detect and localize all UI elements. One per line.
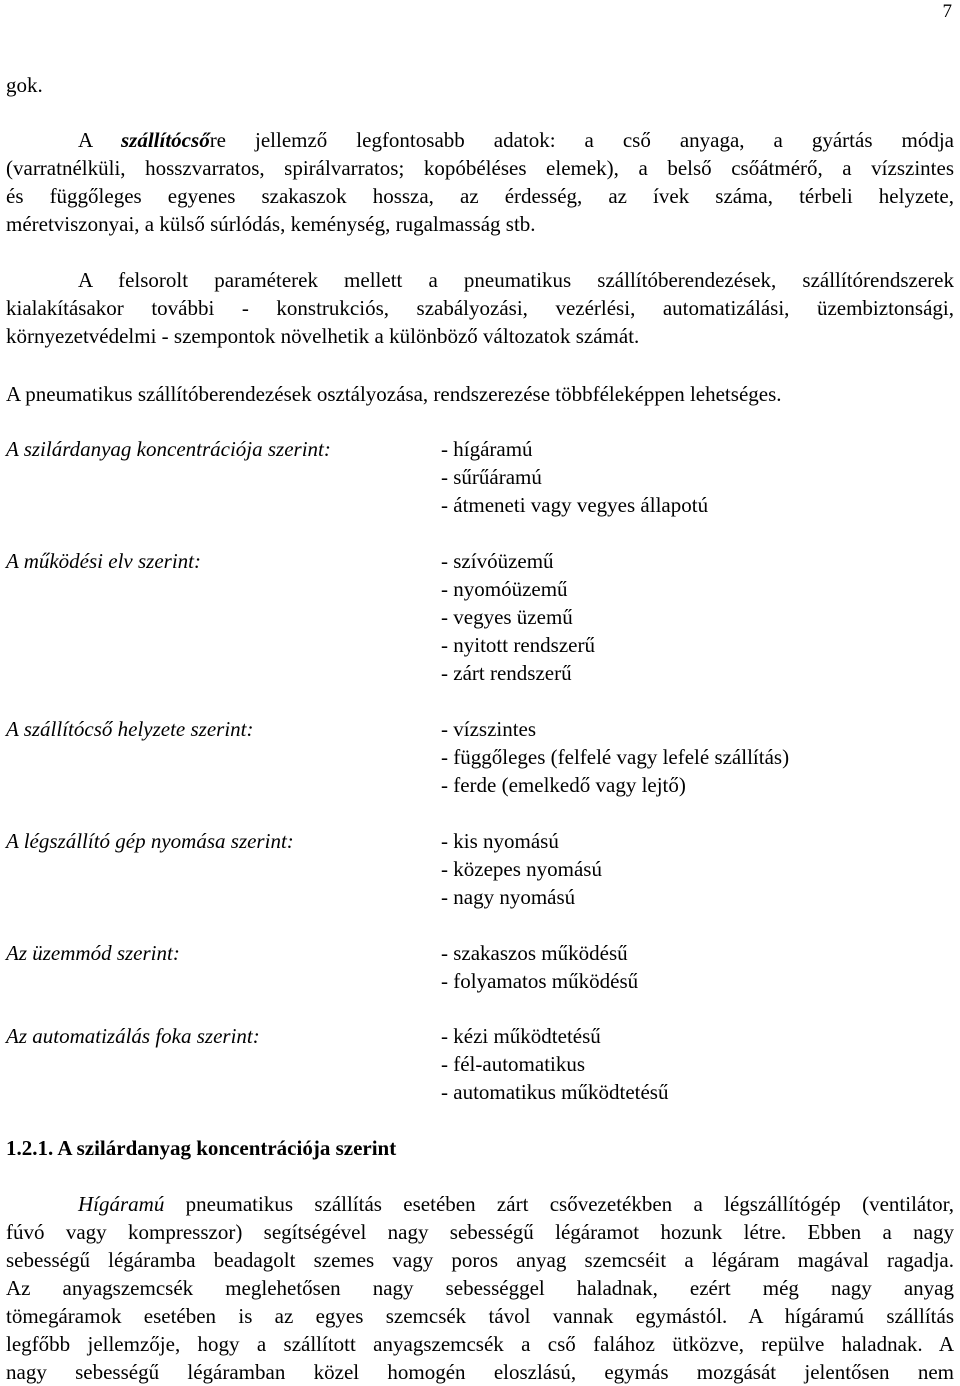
option-item: - nyitott rendszerű <box>441 633 595 657</box>
paragraph-parameters <box>6 266 954 350</box>
paragraph-line: méretviszonyai, a külső súrlódás, keménység, rugalmasság stb. <box>6 212 536 236</box>
section-heading: 1.2.1. A szilárdanyag koncentrációja szerint <box>6 1136 397 1160</box>
category-options <box>441 939 638 995</box>
option-item: - hígáramú <box>441 437 533 461</box>
paragraph-classification-intro: A pneumatikus szállítóberendezések osztályozása, rendszerezése többféleképpen lehetséges. <box>6 382 782 406</box>
paragraph-line: Az anyagszemcsék meglehetősen nagy sebességgel haladnak, ezért még nagy anyag <box>6 1276 954 1300</box>
option-item: - szakaszos működésű <box>441 941 628 965</box>
paragraph-line: (varratnélküli, hosszvarratos, spirálvarratos; kopóbéléses elemek), a belső csőátmérő, a vízszintes <box>6 156 954 180</box>
category-label: Az automatizálás foka szerint: <box>6 1024 260 1048</box>
paragraph-line: sebességű légáramba beadagolt szemes vagy poros anyag szemcséit a légáram magával ragadja. <box>6 1248 954 1272</box>
option-item: - folyamatos működésű <box>441 969 639 993</box>
category-label: A működési elv szerint: <box>6 549 201 573</box>
option-item: - kézi működtetésű <box>441 1024 601 1048</box>
paragraph-dilute-phase <box>6 1190 954 1386</box>
option-item: - közepes nyomású <box>441 857 602 881</box>
paragraph-pipe-data <box>6 126 954 238</box>
category-label: A légszállító gép nyomása szerint: <box>6 829 294 853</box>
paragraph-line: A felsorolt paraméterek mellett a pneumatikus szállítóberendezések, szállítórendszerek <box>78 268 954 292</box>
category-label: Az üzemmód szerint: <box>6 941 180 965</box>
option-item: - átmeneti vagy vegyes állapotú <box>441 493 709 517</box>
option-item: - nyomóüzemű <box>441 577 568 601</box>
paragraph-line: legfőbb jellemzője, hogy a szállított anyagszemcsék a cső falához ütközve, repülve haladnak. A <box>6 1332 954 1356</box>
paragraph-line: környezetvédelmi - szempontok növelhetik a különböző változatok számát. <box>6 324 640 348</box>
option-item: - szívóüzemű <box>441 549 554 573</box>
emphasis-term: Hígáramú <box>78 1192 165 1216</box>
paragraph-line: A szállítócsőre jellemző legfontosabb adatok: a cső anyaga, a gyártás módja <box>78 128 954 152</box>
option-item: - ferde (emelkedő vagy lejtő) <box>441 773 686 797</box>
emphasis-pipe: szállítócső <box>121 128 210 152</box>
paragraph-line: fúvó vagy kompresszor) segítségével nagy sebességű légáramot hozunk létre. Ebben a nagy <box>6 1220 954 1244</box>
option-item: - sűrűáramú <box>441 465 542 489</box>
paragraph-line: kialakításakor további - konstrukciós, szabályozási, vezérlési, automatizálási, üzembiztonsági, <box>6 296 954 320</box>
paragraph-line: és függőleges egyenes szakaszok hossza, az érdesség, az ívek száma, térbeli helyzete, <box>6 184 954 208</box>
page-number: 7 <box>942 1 952 22</box>
category-label: A szilárdanyag koncentrációja szerint: <box>6 437 331 461</box>
option-item: - fél-automatikus <box>441 1052 586 1076</box>
category-options <box>441 547 595 687</box>
category-options <box>441 827 602 911</box>
option-item: - vegyes üzemű <box>441 605 573 629</box>
paragraph-line: tömegáramok esetében is az egyes szemcsék távol vannak egymástól. A hígáramú szállítás <box>6 1304 954 1328</box>
option-item: - zárt rendszerű <box>441 661 572 685</box>
category-options <box>441 715 789 799</box>
category-options <box>441 1022 668 1106</box>
option-item: - nagy nyomású <box>441 885 576 909</box>
intro-fragment: gok. <box>6 73 43 97</box>
option-item: - kis nyomású <box>441 829 559 853</box>
option-item: - automatikus működtetésű <box>441 1080 669 1104</box>
option-item: - függőleges (felfelé vagy lefelé szállítás) <box>441 745 790 769</box>
paragraph-line: nagy sebességű légáramban közel homogén eloszlású, egymás mozgását jelentősen nem <box>6 1360 954 1384</box>
option-item: - vízszintes <box>441 717 537 741</box>
category-options <box>441 435 708 519</box>
category-label: A szállítócső helyzete szerint: <box>6 717 254 741</box>
paragraph-line: Hígáramú pneumatikus szállítás esetében zárt csővezetékben a légszállítógép (ventilátor, <box>78 1192 954 1216</box>
